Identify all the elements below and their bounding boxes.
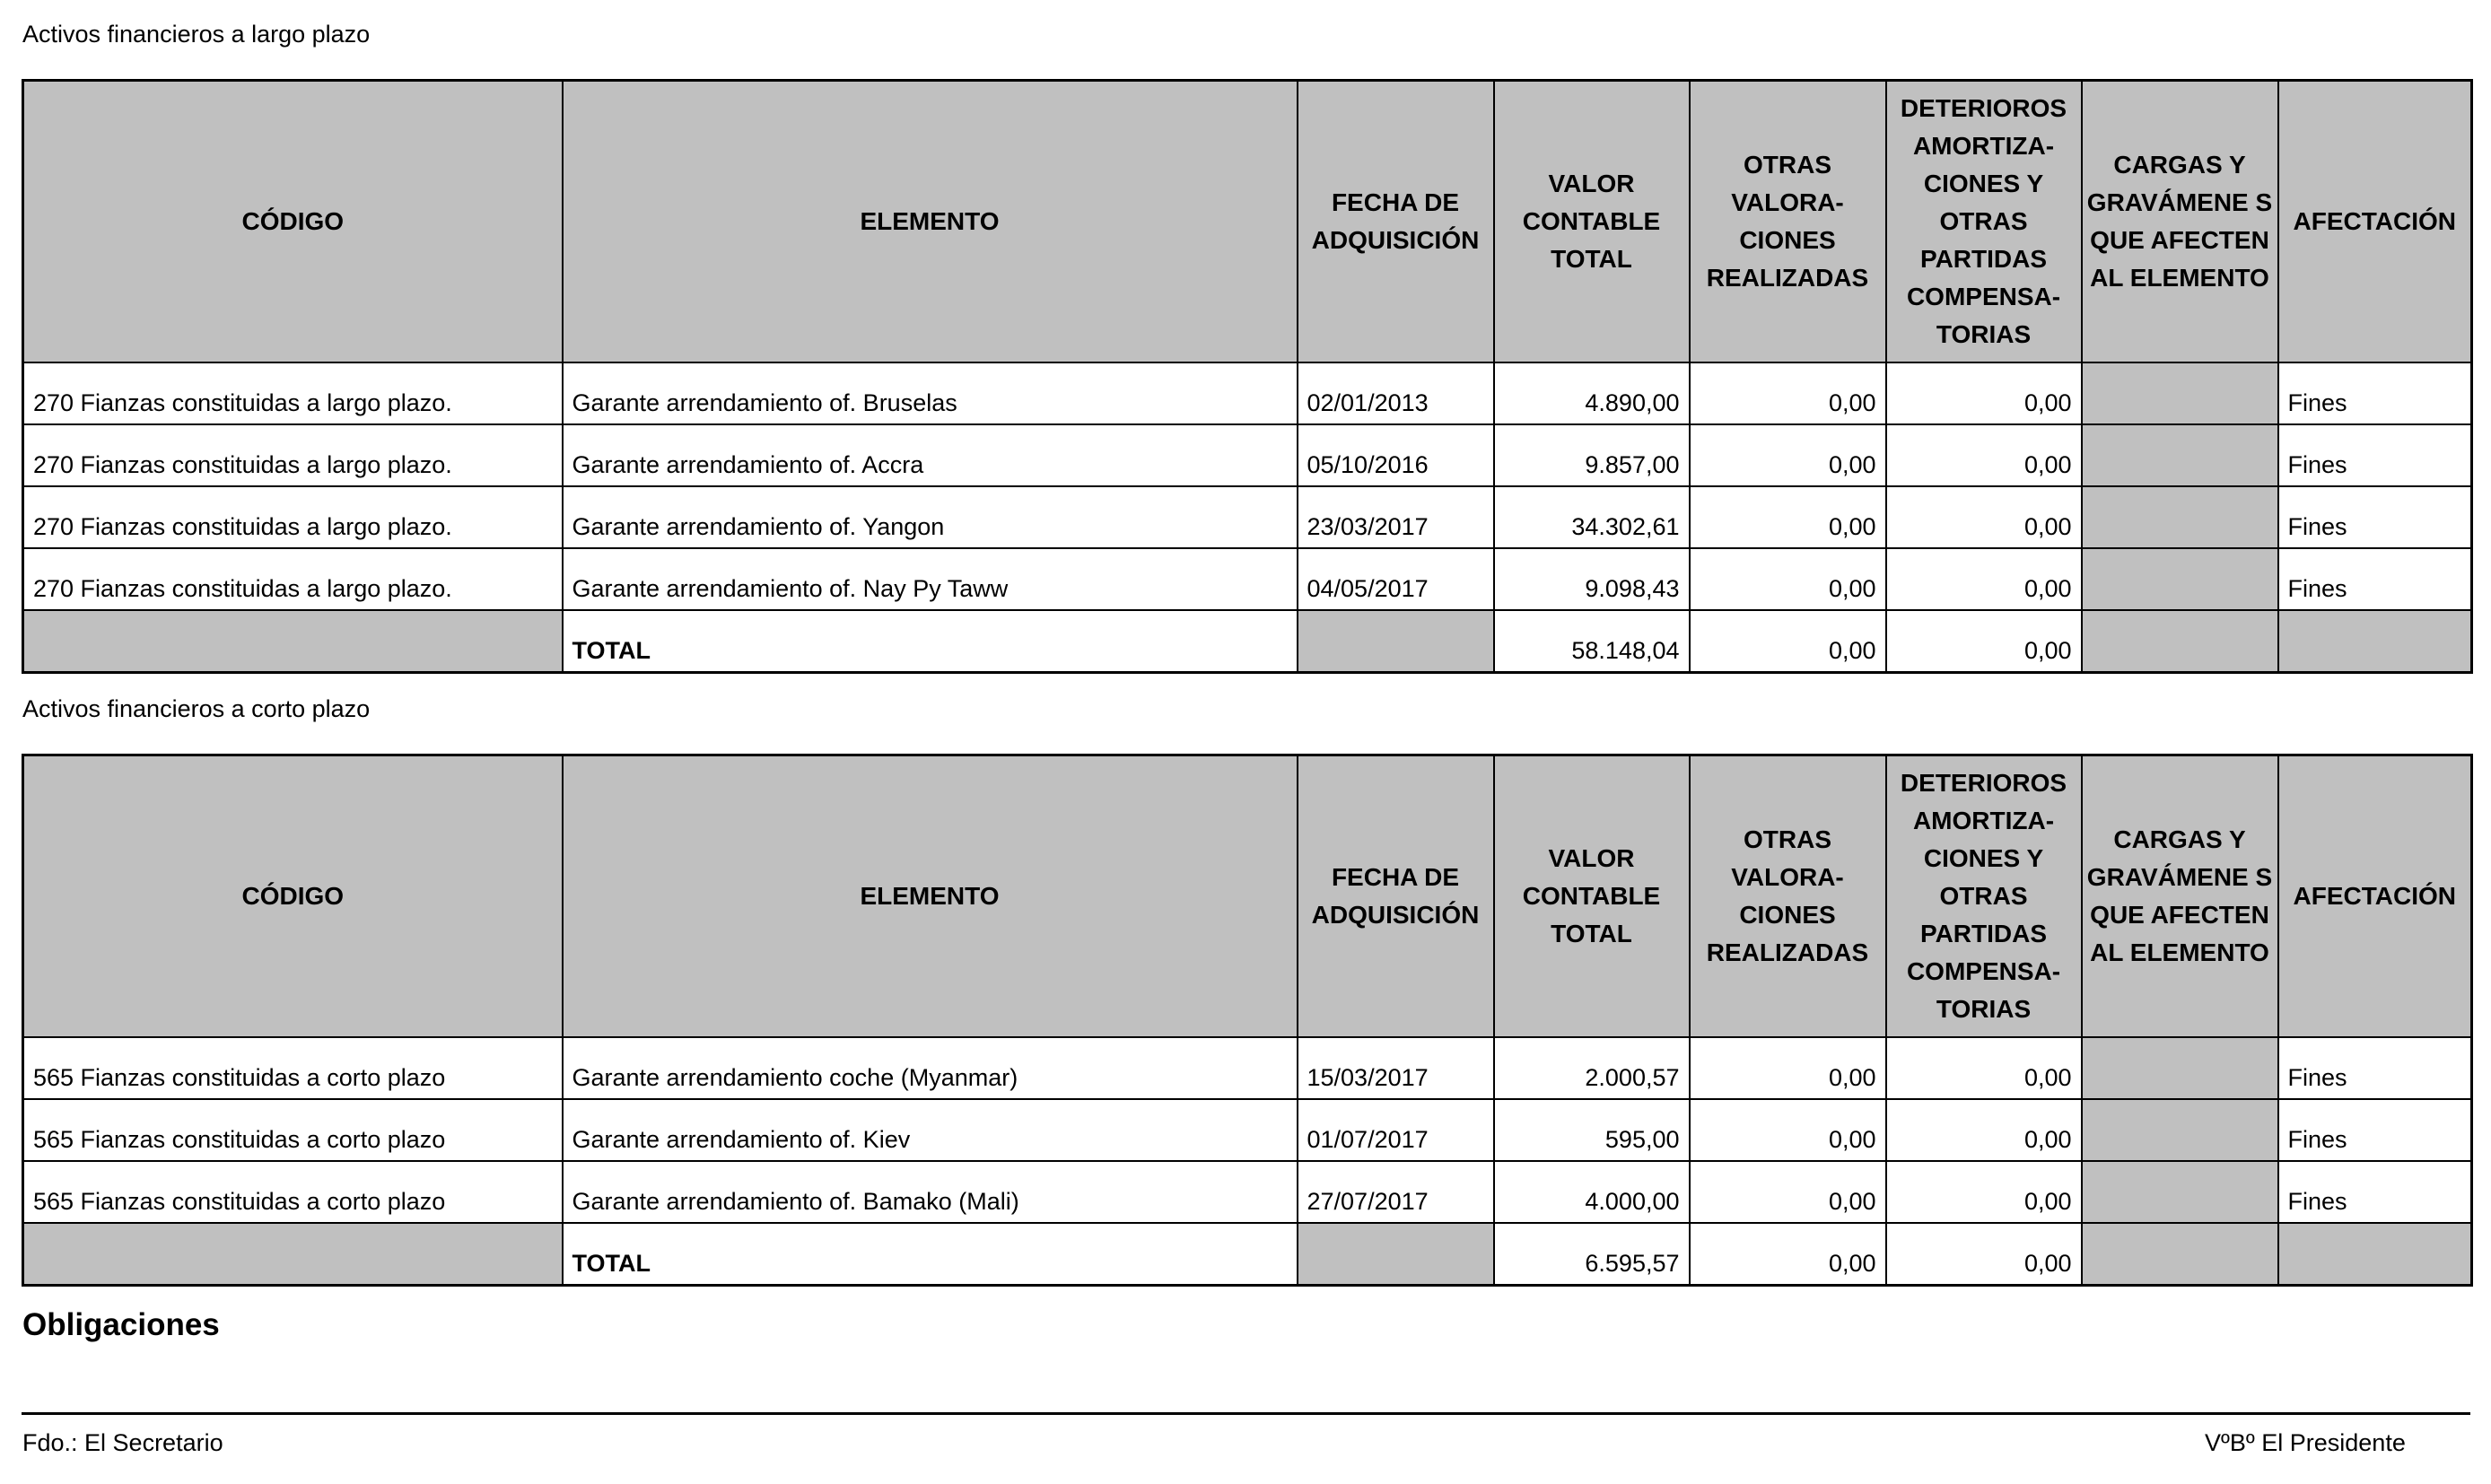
total-label: TOTAL [563, 610, 1298, 673]
cell-cargas [2082, 1099, 2278, 1161]
obligaciones-heading: Obligaciones [22, 1307, 220, 1342]
col-header-valor: VALOR CONTABLE TOTAL [1494, 755, 1690, 1038]
total-valor: 6.595,57 [1494, 1223, 1690, 1286]
total-empty-cell [23, 610, 563, 673]
total-empty-cell [1298, 610, 1494, 673]
col-header-fecha: FECHA DE ADQUISICIÓN [1298, 755, 1494, 1038]
cell-otras: 0,00 [1690, 1161, 1886, 1223]
cell-afectacion: Fines [2278, 1099, 2472, 1161]
cell-codigo: 270 Fianzas constituidas a largo plazo. [23, 548, 563, 610]
col-header-deterioros: DETERIOROS AMORTIZA-CIONES Y OTRAS PARTIDAS COMPENSA-TORIAS [1886, 755, 2082, 1038]
cell-deterioros: 0,00 [1886, 1099, 2082, 1161]
col-header-cargas: CARGAS Y GRAVÁMENE S QUE AFECTEN AL ELEMENTO [2082, 755, 2278, 1038]
cell-otras: 0,00 [1690, 548, 1886, 610]
cell-elemento: Garante arrendamiento of. Yangon [563, 486, 1298, 548]
cell-deterioros: 0,00 [1886, 486, 2082, 548]
cell-afectacion: Fines [2278, 362, 2472, 424]
table-row [23, 1161, 2472, 1223]
cell-afectacion: Fines [2278, 486, 2472, 548]
cell-valor: 34.302,61 [1494, 486, 1690, 548]
cell-fecha: 05/10/2016 [1298, 424, 1494, 486]
table-row [23, 1037, 2472, 1099]
cell-otras: 0,00 [1690, 1099, 1886, 1161]
cell-deterioros: 0,00 [1886, 362, 2082, 424]
cell-cargas [2082, 424, 2278, 486]
total-valor: 58.148,04 [1494, 610, 1690, 673]
table-row [23, 1099, 2472, 1161]
table-row [23, 362, 2472, 424]
total-empty-cell [23, 1223, 563, 1286]
col-header-afectacion: AFECTACIÓN [2278, 81, 2472, 363]
col-header-valor: VALOR CONTABLE TOTAL [1494, 81, 1690, 363]
cell-elemento: Garante arrendamiento of. Nay Py Taww [563, 548, 1298, 610]
cell-afectacion: Fines [2278, 1161, 2472, 1223]
total-otras: 0,00 [1690, 610, 1886, 673]
cell-cargas [2082, 486, 2278, 548]
col-header-cargas: CARGAS Y GRAVÁMENE S QUE AFECTEN AL ELEMENTO [2082, 81, 2278, 363]
cell-valor: 4.890,00 [1494, 362, 1690, 424]
cell-otras: 0,00 [1690, 1037, 1886, 1099]
cell-codigo: 565 Fianzas constituidas a corto plazo [23, 1099, 563, 1161]
cell-valor: 4.000,00 [1494, 1161, 1690, 1223]
signature-divider [22, 1412, 2470, 1415]
cell-fecha: 04/05/2017 [1298, 548, 1494, 610]
footer-secretario: Fdo.: El Secretario [22, 1429, 223, 1456]
cell-deterioros: 0,00 [1886, 424, 2082, 486]
cell-otras: 0,00 [1690, 424, 1886, 486]
cell-fecha: 01/07/2017 [1298, 1099, 1494, 1161]
cell-afectacion: Fines [2278, 1037, 2472, 1099]
col-header-otras: OTRAS VALORA-CIONES REALIZADAS [1690, 755, 1886, 1038]
cell-fecha: 02/01/2013 [1298, 362, 1494, 424]
cell-elemento: Garante arrendamiento of. Accra [563, 424, 1298, 486]
footer-presidente: VºBº El Presidente [2205, 1429, 2406, 1456]
header-row [23, 755, 2472, 1038]
cell-cargas [2082, 548, 2278, 610]
cell-elemento: Garante arrendamiento coche (Myanmar) [563, 1037, 1298, 1099]
cell-fecha: 27/07/2017 [1298, 1161, 1494, 1223]
total-empty-cell [2082, 1223, 2278, 1286]
cell-fecha: 23/03/2017 [1298, 486, 1494, 548]
cell-elemento: Garante arrendamiento of. Kiev [563, 1099, 1298, 1161]
cell-elemento: Garante arrendamiento of. Bamako (Mali) [563, 1161, 1298, 1223]
cell-otras: 0,00 [1690, 486, 1886, 548]
cell-valor: 9.857,00 [1494, 424, 1690, 486]
total-empty-cell [1298, 1223, 1494, 1286]
cell-codigo: 270 Fianzas constituidas a largo plazo. [23, 424, 563, 486]
cell-elemento: Garante arrendamiento of. Bruselas [563, 362, 1298, 424]
cell-afectacion: Fines [2278, 424, 2472, 486]
cell-codigo: 565 Fianzas constituidas a corto plazo [23, 1161, 563, 1223]
col-header-elemento: ELEMENTO [563, 755, 1298, 1038]
col-header-codigo: CÓDIGO [23, 755, 563, 1038]
table-largo-plazo [22, 79, 2473, 674]
col-header-codigo: CÓDIGO [23, 81, 563, 363]
cell-codigo: 270 Fianzas constituidas a largo plazo. [23, 486, 563, 548]
col-header-fecha: FECHA DE ADQUISICIÓN [1298, 81, 1494, 363]
cell-otras: 0,00 [1690, 362, 1886, 424]
col-header-otras: OTRAS VALORA-CIONES REALIZADAS [1690, 81, 1886, 363]
cell-cargas [2082, 1037, 2278, 1099]
cell-fecha: 15/03/2017 [1298, 1037, 1494, 1099]
cell-deterioros: 0,00 [1886, 548, 2082, 610]
section-title-corto-plazo: Activos financieros a corto plazo [22, 695, 371, 722]
total-row [23, 1223, 2472, 1286]
total-otras: 0,00 [1690, 1223, 1886, 1286]
section-title-largo-plazo: Activos financieros a largo plazo [22, 21, 371, 48]
cell-codigo: 565 Fianzas constituidas a corto plazo [23, 1037, 563, 1099]
cell-valor: 9.098,43 [1494, 548, 1690, 610]
cell-valor: 2.000,57 [1494, 1037, 1690, 1099]
table-row [23, 486, 2472, 548]
cell-codigo: 270 Fianzas constituidas a largo plazo. [23, 362, 563, 424]
cell-cargas [2082, 362, 2278, 424]
total-label: TOTAL [563, 1223, 1298, 1286]
total-empty-cell [2278, 1223, 2472, 1286]
col-header-afectacion: AFECTACIÓN [2278, 755, 2472, 1038]
cell-valor: 595,00 [1494, 1099, 1690, 1161]
total-row [23, 610, 2472, 673]
cell-afectacion: Fines [2278, 548, 2472, 610]
cell-deterioros: 0,00 [1886, 1037, 2082, 1099]
table-row [23, 548, 2472, 610]
cell-cargas [2082, 1161, 2278, 1223]
table-row [23, 424, 2472, 486]
col-header-elemento: ELEMENTO [563, 81, 1298, 363]
cell-deterioros: 0,00 [1886, 1161, 2082, 1223]
total-empty-cell [2278, 610, 2472, 673]
total-deterioros: 0,00 [1886, 1223, 2082, 1286]
col-header-deterioros: DETERIOROS AMORTIZA-CIONES Y OTRAS PARTIDAS COMPENSA-TORIAS [1886, 81, 2082, 363]
total-empty-cell [2082, 610, 2278, 673]
total-deterioros: 0,00 [1886, 610, 2082, 673]
header-row [23, 81, 2472, 363]
table-corto-plazo [22, 754, 2473, 1287]
